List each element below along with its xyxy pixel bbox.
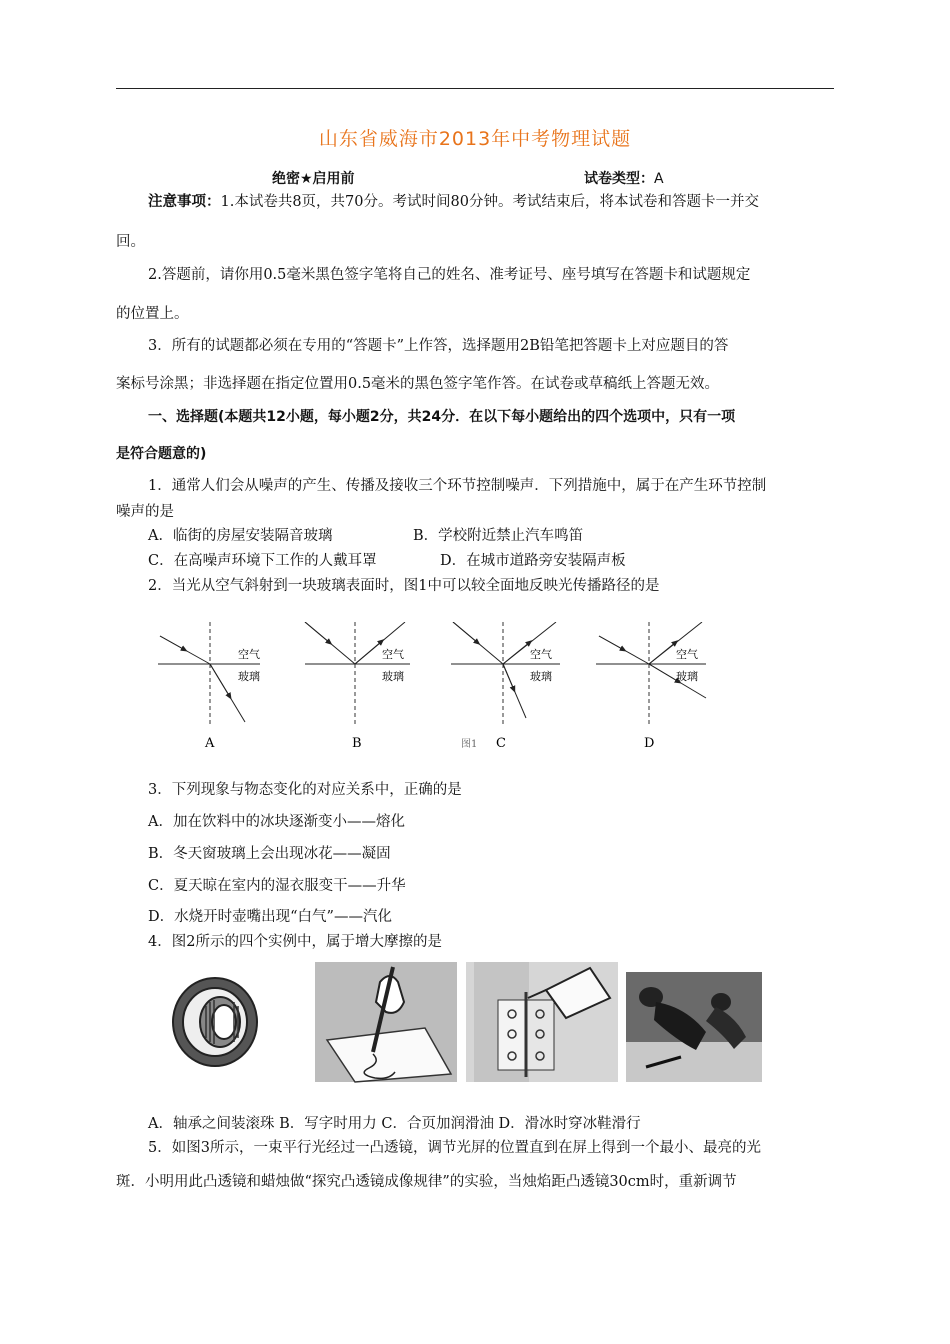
note-2: 2.答题前，请你用0.5毫米黑色签字笔将自己的姓名、准考证号、座号填写在答题卡和试题规定: [148, 267, 751, 283]
air-label: 空气: [676, 648, 698, 661]
q3-option-a: A．加在饮料中的冰块逐渐变小——熔化: [148, 814, 405, 830]
header-rule: [116, 88, 834, 89]
section-heading-cont: 是符合题意的): [116, 446, 207, 462]
air-label: 空气: [382, 648, 404, 661]
q3-option-b: B．冬天窗玻璃上会出现冰花——凝固: [148, 846, 391, 862]
diagram-a: [158, 622, 260, 751]
q3-option-d: D．水烧开时壶嘴出现“白气”——汽化: [148, 909, 392, 925]
q3-stem: 3．下列现象与物态变化的对应关系中，正确的是: [148, 782, 462, 798]
glass-label: 玻璃: [238, 670, 260, 683]
writing-image: [315, 962, 457, 1082]
q1-option-b: B．学校附近禁止汽车鸣笛: [413, 528, 584, 544]
page-title: 山东省威海市2013年中考物理试题: [318, 128, 632, 150]
air-label: 空气: [530, 648, 552, 661]
bearing-image: [173, 978, 257, 1066]
q1-option-d: D．在城市道路旁安装隔声板: [440, 553, 626, 569]
glass-label: 玻璃: [382, 670, 404, 683]
figure-1-caption-fragment: 图1: [461, 739, 478, 750]
figure-1-diagram: [150, 622, 720, 757]
paper-type-label: 试卷类型：: [584, 171, 654, 187]
q2-stem: 2．当光从空气斜射到一块玻璃表面时，图1中可以较全面地反映光传播路径的是: [148, 578, 660, 594]
q1-option-c: C．在高噪声环境下工作的人戴耳罩: [148, 553, 377, 569]
note-label: 注意事项：: [148, 194, 221, 210]
note-3: 3．所有的试题都必须在专用的“答题卡”上作答，选择题用2B铅笔把答题卡上对应题目的答: [148, 338, 729, 354]
paper-type: [584, 168, 664, 188]
label-b: B: [352, 736, 362, 751]
label-d: D: [644, 736, 655, 751]
secret-mark: 绝密★启用前: [272, 171, 355, 187]
note-2-cont: 的位置上。: [116, 306, 189, 322]
diagram-c: [451, 622, 560, 751]
hinge-image: [466, 962, 618, 1082]
label-c: C: [496, 736, 506, 751]
note-1-text: 1.本试卷共8页，共70分。考试时间80分钟。考试结束后，将本试卷和答题卡一并交: [220, 194, 759, 210]
q4-stem: 4．图2所示的四个实例中，属于增大摩擦的是: [148, 934, 442, 950]
note-3-cont: 案标号涂黑；非选择题在指定位置用0.5毫米的黑色签字笔作答。在试卷或草稿纸上答题无效。: [116, 376, 720, 392]
diagram-d: [596, 622, 706, 751]
label-a: A: [205, 736, 215, 751]
note-1-cont: 回。: [116, 234, 145, 250]
q5-stem: 5．如图3所示，一束平行光经过一凸透镜，调节光屏的位置直到在屏上得到一个最小、最亮的光: [148, 1140, 761, 1156]
glass-label: 玻璃: [676, 670, 698, 683]
diagram-b: [305, 622, 410, 751]
skater-image: [626, 972, 762, 1082]
note-1: [148, 190, 759, 211]
paper-type-value: A: [654, 171, 664, 187]
q3-option-c: C．夏天晾在室内的湿衣服变干——升华: [148, 878, 406, 894]
q4-options: A．轴承之间装滚珠 B．写字时用力 C．合页加润滑油 D．滑冰时穿冰鞋滑行: [148, 1116, 641, 1132]
q1-stem-cont: 噪声的是: [116, 504, 174, 520]
figure-2-photos: [170, 962, 765, 1087]
q5-stem-cont: 斑．小明用此凸透镜和蜡烛做“探究凸透镜成像规律”的实验，当烛焰距凸透镜30cm时，重新调节: [116, 1174, 737, 1190]
section-heading: 一、选择题(本题共12小题，每小题2分，共24分．在以下每小题给出的四个选项中，只有一项: [148, 409, 736, 425]
q1-stem: 1．通常人们会从噪声的产生、传播及接收三个环节控制噪声．下列措施中，属于在产生环节控制: [148, 478, 767, 494]
air-label: 空气: [238, 648, 260, 661]
q1-option-a: A．临街的房屋安装隔音玻璃: [148, 528, 333, 544]
glass-label: 玻璃: [530, 670, 552, 683]
